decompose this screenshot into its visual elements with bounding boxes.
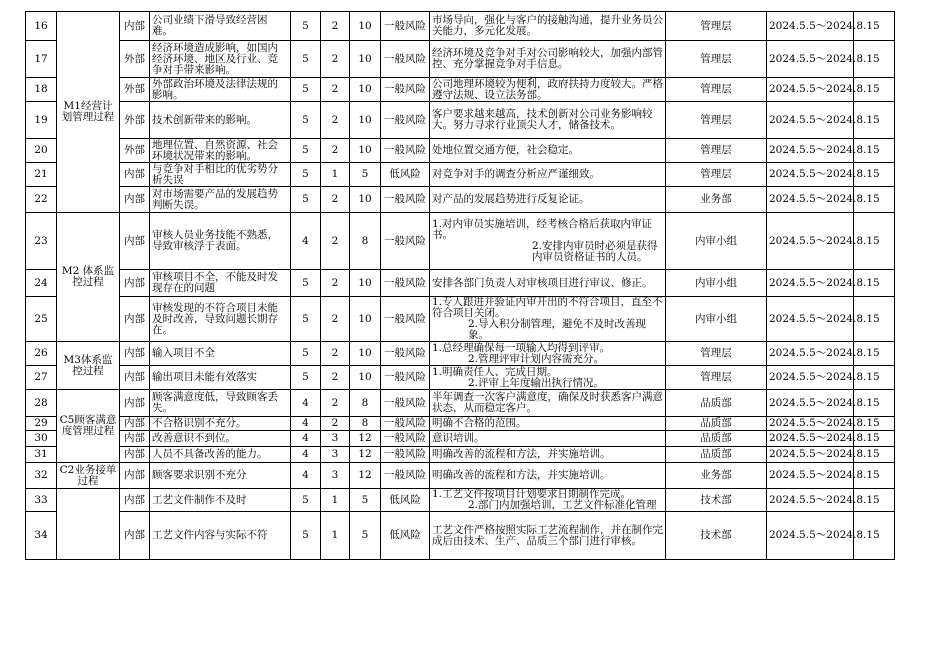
risk-type: 外部: [120, 41, 150, 78]
risk-score: 10: [350, 342, 381, 366]
risk-score: 5: [350, 163, 381, 187]
table-row: [26, 78, 895, 102]
severity-score: 2: [321, 12, 350, 41]
table-row: [26, 270, 895, 297]
implementation-period: 2024.5.5～2024.8.15: [767, 41, 854, 78]
row-number: 31: [26, 447, 57, 463]
severity-score: 2: [321, 187, 350, 213]
process-name: M2 体系监控过程: [57, 213, 120, 342]
risk-score: 10: [350, 12, 381, 41]
severity-score: 2: [321, 41, 350, 78]
risk-description: 改善意识不到位。: [150, 431, 291, 447]
severity-score: 2: [321, 366, 350, 390]
control-measure: [430, 270, 666, 297]
measure-line: 1.对内审员实施培训，经考核合格后获取内审证书。: [432, 218, 653, 241]
risk-type: 内部: [120, 270, 150, 297]
implementation-period: 2024.5.5～2024.8.15: [767, 297, 854, 342]
measure-line: 公司地理环境较为便利，政府扶持力度较大。严格遵守法规、设立法务部。: [432, 77, 663, 101]
risk-score: 10: [350, 297, 381, 342]
risk-description: 地理位置、自然资源、社会环境状况带来的影响。: [150, 139, 291, 163]
risk-description: 技术创新带来的影响。: [150, 102, 291, 139]
control-measure: [430, 213, 666, 270]
likelihood-score: 5: [291, 163, 321, 187]
risk-score: 8: [350, 390, 381, 417]
likelihood-score: 5: [291, 12, 321, 41]
row-number: 24: [26, 270, 57, 297]
table-row: [26, 102, 895, 139]
measure-line: 经济环境及竞争对手对公司影响较大，加强内部管控、充分掌握竞争对手信息。: [432, 47, 663, 70]
row-number: 16: [26, 12, 57, 41]
risk-level: 一般风险: [381, 390, 430, 417]
severity-score: 3: [321, 431, 350, 447]
responsible-dept: 内审小组: [666, 213, 767, 270]
risk-score: 5: [350, 512, 381, 560]
risk-score: 8: [350, 213, 381, 270]
risk-type: 内部: [120, 163, 150, 187]
risk-description: 公司业绩下滑导致经营困难。: [150, 12, 291, 41]
severity-score: 3: [321, 463, 350, 489]
measure-line: 2.部门内加强培训，工艺文件标准化管理: [468, 499, 657, 511]
implementation-period: 2024.5.5～2024.8.15: [767, 489, 854, 512]
row-number: 20: [26, 139, 57, 163]
process-name: C5顾客满意度管理过程: [57, 390, 120, 463]
control-measure: [430, 78, 666, 102]
table-row: [26, 463, 895, 489]
responsible-dept: 管理层: [666, 102, 767, 139]
risk-description: 审核人员业务技能不熟悉，导致审核浮于表面。: [150, 213, 291, 270]
table-row: [26, 41, 895, 78]
implementation-period: 2024.5.5～2024.8.15: [767, 463, 854, 489]
measure-line: 1.专人跟进并验证内审开出的不符合项目，直至不符合项目关闭。: [432, 296, 663, 319]
table-row: [26, 12, 895, 41]
control-measure: [430, 342, 666, 366]
risk-level: 一般风险: [381, 463, 430, 489]
table-row: [26, 390, 895, 417]
control-measure: [430, 489, 666, 512]
risk-description: 经济环境造成影响，如国内经济环境、地区及行业、竞争对手带来影响。: [150, 41, 291, 78]
likelihood-score: 4: [291, 417, 321, 431]
severity-score: 2: [321, 139, 350, 163]
likelihood-score: 5: [291, 342, 321, 366]
risk-type: 内部: [120, 447, 150, 463]
likelihood-score: 5: [291, 187, 321, 213]
responsible-dept: 内审小组: [666, 270, 767, 297]
risk-score: 10: [350, 78, 381, 102]
risk-score: 10: [350, 270, 381, 297]
implementation-period: 2024.5.5～2024.8.15: [767, 139, 854, 163]
row-number: 22: [26, 187, 57, 213]
row-number: 27: [26, 366, 57, 390]
measure-line: 处地位置交通方便，社会稳定。: [432, 144, 579, 156]
implementation-period: 2024.5.5～2024.8.15: [767, 390, 854, 417]
responsible-dept: 管理层: [666, 139, 767, 163]
implementation-period: 2024.5.5～2024.8.15: [767, 187, 854, 213]
row-number: 23: [26, 213, 57, 270]
control-measure: [430, 297, 666, 342]
likelihood-score: 5: [291, 102, 321, 139]
measure-line: 2.导入积分制管理，避免不及时改善现象。: [468, 318, 647, 341]
risk-level: 一般风险: [381, 187, 430, 213]
risk-description: 审核项目不全，不能及时发现存在的问题: [150, 270, 291, 297]
table-row: [26, 342, 895, 366]
responsible-dept: 品质部: [666, 447, 767, 463]
process-name: [57, 489, 120, 560]
measure-line: 对竞争对手的调查分析应严谨细致。: [432, 168, 600, 180]
row-number: 33: [26, 489, 57, 512]
risk-level: 一般风险: [381, 342, 430, 366]
row-number: 25: [26, 297, 57, 342]
risk-description: 审核发现的不符合项目未能及时改善，导致问题长期存在。: [150, 297, 291, 342]
severity-score: 2: [321, 390, 350, 417]
risk-level: 一般风险: [381, 213, 430, 270]
likelihood-score: 5: [291, 297, 321, 342]
responsible-dept: 技术部: [666, 512, 767, 560]
row-number: 30: [26, 431, 57, 447]
measure-line: 1.明确责任人、完成日期。: [432, 365, 558, 378]
responsible-dept: 管理层: [666, 366, 767, 390]
risk-score: 5: [350, 489, 381, 512]
responsible-dept: 管理层: [666, 41, 767, 78]
control-measure: [430, 390, 666, 417]
severity-score: 3: [321, 447, 350, 463]
risk-level: 低风险: [381, 512, 430, 560]
likelihood-score: 4: [291, 390, 321, 417]
risk-score: 10: [350, 366, 381, 390]
control-measure: [430, 41, 666, 78]
control-measure: [430, 12, 666, 41]
likelihood-score: 5: [291, 78, 321, 102]
process-name: C2业务接单过程: [57, 463, 120, 489]
risk-description: 工艺文件制作不及时: [150, 489, 291, 512]
control-measure: [430, 417, 666, 431]
risk-description: 顾客要求识别不充分: [150, 463, 291, 489]
measure-line: 2.安排内审员时必须是获得内审员资格证书的人员。: [532, 240, 658, 263]
likelihood-score: 4: [291, 431, 321, 447]
risk-level: 一般风险: [381, 366, 430, 390]
risk-type: 外部: [120, 102, 150, 139]
row-number: 34: [26, 512, 57, 560]
implementation-period: 2024.5.5～2024.8.15: [767, 213, 854, 270]
risk-assessment-table: [25, 11, 895, 560]
risk-level: 一般风险: [381, 297, 430, 342]
implementation-period: 2024.5.5～2024.8.15: [767, 78, 854, 102]
likelihood-score: 4: [291, 447, 321, 463]
severity-score: 1: [321, 163, 350, 187]
likelihood-score: 5: [291, 512, 321, 560]
responsible-dept: 内审小组: [666, 297, 767, 342]
measure-line: 半年调查一次客户满意度，确保及时获悉客户满意状态，从而稳定客户。: [432, 391, 663, 414]
row-number: 17: [26, 41, 57, 78]
likelihood-score: 5: [291, 270, 321, 297]
severity-score: 1: [321, 489, 350, 512]
implementation-period: 2024.5.5～2024.8.15: [767, 447, 854, 463]
table-row: [26, 447, 895, 463]
measure-line: 1.总经理确保每一项输入均得到评审。: [432, 341, 611, 354]
control-measure: [430, 431, 666, 447]
likelihood-score: 4: [291, 463, 321, 489]
measure-line: 客户要求越来越高，技术创新对公司业务影响较大。努力寻求行业顶尖人才，储备技术。: [432, 108, 653, 131]
responsible-dept: 品质部: [666, 417, 767, 431]
risk-score: 8: [350, 417, 381, 431]
implementation-period: 2024.5.5～2024.8.15: [767, 102, 854, 139]
risk-description: 与竞争对手相比的优劣势分析失误: [150, 163, 291, 187]
severity-score: 2: [321, 78, 350, 102]
risk-level: 低风险: [381, 163, 430, 187]
implementation-period: 2024.5.5～2024.8.15: [767, 417, 854, 431]
likelihood-score: 4: [291, 213, 321, 270]
measure-line: 2.管理评审计划内容需充分。: [468, 352, 605, 365]
risk-score: 10: [350, 102, 381, 139]
row-number: 26: [26, 342, 57, 366]
table-row: [26, 139, 895, 163]
severity-score: 2: [321, 342, 350, 366]
risk-type: 内部: [120, 213, 150, 270]
risk-description: 人员不具备改善的能力。: [150, 447, 291, 463]
severity-score: 2: [321, 417, 350, 431]
risk-type: 内部: [120, 187, 150, 213]
table-row: [26, 187, 895, 213]
control-measure: [430, 187, 666, 213]
risk-type: 内部: [120, 489, 150, 512]
severity-score: 2: [321, 270, 350, 297]
severity-score: 2: [321, 297, 350, 342]
measure-line: 1.工艺文件按项目计划要求日期制作完成。: [432, 488, 632, 500]
table-row: [26, 297, 895, 342]
risk-level: 一般风险: [381, 431, 430, 447]
implementation-period: 2024.5.5～2024.8.15: [767, 366, 854, 390]
risk-level: 一般风险: [381, 447, 430, 463]
risk-score: 10: [350, 139, 381, 163]
measure-line: 对产品的发展趋势进行反复论证。: [432, 193, 590, 205]
risk-description: 输出项目未能有效落实: [150, 366, 291, 390]
measure-line: 安排各部门负责人对审核项目进行审议、修正。: [432, 276, 653, 289]
control-measure: [430, 366, 666, 390]
likelihood-score: 5: [291, 139, 321, 163]
risk-type: 内部: [120, 417, 150, 431]
row-number: 32: [26, 463, 57, 489]
implementation-period: 2024.5.5～2024.8.15: [767, 512, 854, 560]
risk-type: 内部: [120, 390, 150, 417]
risk-level: 低风险: [381, 489, 430, 512]
responsible-dept: 管理层: [666, 163, 767, 187]
responsible-dept: 品质部: [666, 390, 767, 417]
responsible-dept: 管理层: [666, 78, 767, 102]
responsible-dept: 品质部: [666, 431, 767, 447]
table-row: [26, 489, 895, 512]
risk-type: 内部: [120, 512, 150, 560]
risk-level: 一般风险: [381, 139, 430, 163]
row-number: 29: [26, 417, 57, 431]
severity-score: 2: [321, 213, 350, 270]
measure-line: 明确改善的流程和方法，并实施培训。: [432, 469, 611, 481]
risk-type: 内部: [120, 366, 150, 390]
responsible-dept: 业务部: [666, 187, 767, 213]
risk-description: 对市场需要产品的发展趋势判断失误。: [150, 187, 291, 213]
process-name: M1经营计划管理过程: [57, 12, 120, 213]
measure-line: 工艺文件严格按照实际工艺流程制作，并在制作完成后由技术、生产、品质三个部门进行审核。: [432, 523, 663, 547]
risk-type: 内部: [120, 297, 150, 342]
table-row: [26, 431, 895, 447]
risk-description: 输入项目不全: [150, 342, 291, 366]
likelihood-score: 5: [291, 489, 321, 512]
responsible-dept: 业务部: [666, 463, 767, 489]
risk-type: 外部: [120, 139, 150, 163]
implementation-period: 2024.5.5～2024.8.15: [767, 12, 854, 41]
risk-type: 内部: [120, 12, 150, 41]
implementation-period: 2024.5.5～2024.8.15: [767, 431, 854, 447]
table-body: [26, 12, 895, 560]
risk-type: 内部: [120, 463, 150, 489]
table-row: [26, 163, 895, 187]
measure-line: 意识培训。: [432, 432, 485, 444]
risk-description: 顾客满意度低，导致顾客丢失。: [150, 390, 291, 417]
risk-level: 一般风险: [381, 102, 430, 139]
process-name: M3体系监控过程: [57, 342, 120, 390]
table-row: [26, 512, 895, 560]
risk-score: 12: [350, 431, 381, 447]
risk-score: 10: [350, 41, 381, 78]
control-measure: [430, 512, 666, 560]
responsible-dept: 技术部: [666, 489, 767, 512]
row-number: 28: [26, 390, 57, 417]
risk-level: 一般风险: [381, 417, 430, 431]
measure-line: 市场导向，强化与客户的接触沟通，提升业务员公关能力，多元化发展。: [432, 14, 663, 37]
severity-score: 2: [321, 102, 350, 139]
risk-score: 12: [350, 447, 381, 463]
control-measure: [430, 447, 666, 463]
risk-type: 内部: [120, 342, 150, 366]
risk-level: 一般风险: [381, 12, 430, 41]
row-number: 19: [26, 102, 57, 139]
table-row: [26, 417, 895, 431]
control-measure: [430, 139, 666, 163]
severity-score: 1: [321, 512, 350, 560]
control-measure: [430, 163, 666, 187]
implementation-period: 2024.5.5～2024.8.15: [767, 342, 854, 366]
measure-line: 2.评审上年度输出执行情况。: [468, 376, 605, 389]
likelihood-score: 5: [291, 41, 321, 78]
risk-score: 10: [350, 187, 381, 213]
risk-level: 一般风险: [381, 78, 430, 102]
risk-level: 一般风险: [381, 270, 430, 297]
implementation-period: 2024.5.5～2024.8.15: [767, 270, 854, 297]
row-number: 18: [26, 78, 57, 102]
risk-type: 外部: [120, 78, 150, 102]
risk-description: 外部政治环境及法律法规的影响。: [150, 78, 291, 102]
likelihood-score: 5: [291, 366, 321, 390]
risk-level: 一般风险: [381, 41, 430, 78]
control-measure: [430, 102, 666, 139]
table-row: [26, 366, 895, 390]
control-measure: [430, 463, 666, 489]
responsible-dept: 管理层: [666, 12, 767, 41]
risk-description: 不合格识别不充分。: [150, 417, 291, 431]
responsible-dept: 管理层: [666, 342, 767, 366]
measure-line: 明确改善的流程和方法，并实施培训。: [432, 448, 611, 460]
table-row: [26, 213, 895, 270]
risk-type: 内部: [120, 431, 150, 447]
risk-score: 12: [350, 463, 381, 489]
risk-description: 工艺文件内容与实际不符: [150, 512, 291, 560]
row-number: 21: [26, 163, 57, 187]
implementation-period: 2024.5.5～2024.8.15: [767, 163, 854, 187]
measure-line: 明确不合格的范围。: [432, 417, 527, 429]
